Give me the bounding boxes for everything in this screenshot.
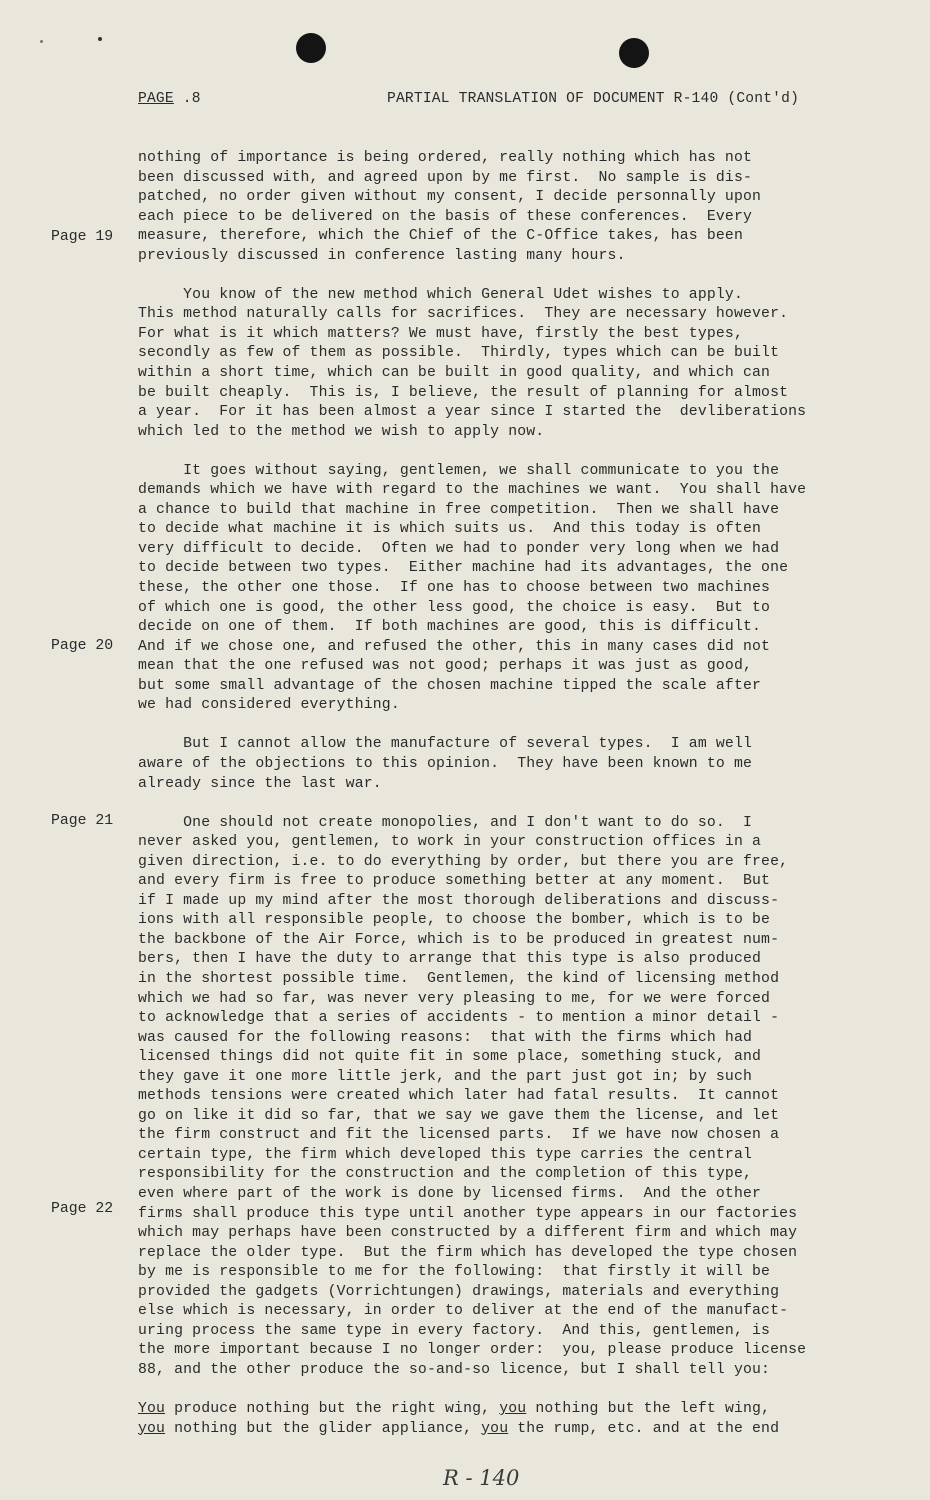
body-line: mean that the one refused was not good; perhaps it was just as good, [138,658,753,675]
body-line: be built cheaply. This is, I believe, the result of planning for almost [138,384,789,401]
page-header [138,89,838,113]
punch-hole-right [619,38,649,68]
body-line: been discussed with, and agreed upon by me first. No sample is dis- [138,169,753,186]
body-line: if I made up my mind after the most thorough deliberations and discuss- [138,892,780,909]
body-line: to decide what machine it is which suits us. And this today is often [138,521,762,538]
body-line: they gave it one more little jerk, and the part just got in; by such [138,1068,753,1085]
body-line: but some small advantage of the chosen machine tipped the scale after [138,677,762,694]
body-line: each piece to be delivered on the basis of these conferences. Every [138,208,753,225]
page-number-label: PAGE .8 [138,91,201,107]
ink-speck [40,40,43,43]
body-line: This method naturally calls for sacrifices. They are necessary however. [138,306,789,323]
body-line: very difficult to decide. Often we had to ponder very long when we had [138,540,780,557]
paragraph-gap [138,266,858,286]
body-line: to decide between two types. Either machine had its advantages, the one [138,560,789,577]
body-line: which may perhaps have been constructed by a different firm and which may [138,1225,798,1242]
body-line: of which one is good, the other less good, the choice is easy. But to [138,599,771,616]
margin-page-19: Page 19 [51,229,114,245]
body-line: a chance to build that machine in free competition. Then we shall have [138,501,780,518]
body-line: You produce nothing but the right wing, you nothing but the left wing, [138,1401,771,1417]
body-line: responsibility for the construction and the completion of this type, [138,1166,753,1183]
body-line: else which is necessary, in order to deliver at the end of the manufact- [138,1303,789,1320]
body-line: You know of the new method which General Udet wishes to apply. [138,286,743,303]
paragraph [138,462,858,716]
body-line: and every firm is free to produce something better at any moment. But [138,873,771,890]
body-line: these, the other one those. If one has to choose between two machines [138,580,771,597]
body-line: go on like it did so far, that we say we gave them the license, and let [138,1107,780,1124]
body-line: certain type, the firm which developed this type carries the central [138,1146,753,1163]
paragraph [138,286,858,442]
body-line: the backbone of the Air Force, which is to be produced in greatest num- [138,931,780,948]
paragraph [138,814,858,1381]
paragraph [138,149,858,266]
body-line: already since the last war. [138,775,382,792]
document-title: PARTIAL TRANSLATION OF DOCUMENT R-140 (Cont'd) [387,91,800,107]
body-line: previously discussed in conference lasting many hours. [138,247,626,264]
body-line: methods tensions were created which later had fatal results. It cannot [138,1088,780,1105]
paragraph-gap [138,794,858,814]
handwritten-document-number: R - 140 [443,1466,520,1490]
body-line: never asked you, gentlemen, to work in your construction offices in a [138,834,762,851]
body-line: replace the older type. But the firm which has developed the type chosen [138,1244,798,1261]
body-line: patched, no order given without my consent, I decide personnally upon [138,189,762,206]
body-line: the more important because I no longer order: you, please produce license [138,1342,807,1359]
body-line: secondly as few of them as possible. Thirdly, types which can be built [138,345,780,362]
body-line: But I cannot allow the manufacture of several types. I am well [138,736,753,753]
margin-page-21: Page 21 [51,813,114,829]
body-line: by me is responsible to me for the following: that firstly it will be [138,1264,771,1281]
body-line: It goes without saying, gentlemen, we shall communicate to you the [138,462,780,479]
body-line: was caused for the following reasons: that with the firms which had [138,1029,753,1046]
body-line: aware of the objections to this opinion. They have been known to me [138,755,753,772]
paragraph [138,735,858,794]
body-line: demands which we have with regard to the machines we want. You shall have [138,482,807,499]
body-line: nothing of importance is being ordered, really nothing which has not [138,150,753,166]
body-line: in the shortest possible time. Gentlemen, the kind of licensing method [138,970,780,987]
body-line: ions with all responsible people, to choose the bomber, which is to be [138,912,771,929]
body-line: we had considered everything. [138,697,400,714]
body-line: within a short time, which can be built in good quality, and which can [138,365,771,382]
margin-page-20: Page 20 [51,638,114,654]
body-line: which we had so far, was never very pleasing to me, for we were forced [138,990,771,1007]
body-line: measure, therefore, which the Chief of the C-Office takes, has been [138,228,743,245]
paragraph-gap [138,1380,858,1400]
body-line: licensed things did not quite fit in some place, something stuck, and [138,1049,762,1066]
paragraphs [138,149,858,1400]
body-line: One should not create monopolies, and I don't want to do so. I [138,814,753,831]
margin-page-22: Page 22 [51,1201,114,1217]
body-line: firms shall produce this type until another type appears in our factories [138,1205,798,1222]
body-line: even where part of the work is done by licensed firms. And the other [138,1185,762,1202]
body-text [138,149,858,1439]
body-line: given direction, i.e. to do everything by order, but there you are free, [138,853,789,870]
body-line: 88, and the other produce the so-and-so licence, but I shall tell you: [138,1361,771,1378]
paragraph-gap [138,716,858,736]
body-line: uring process the same type in every factory. And this, gentlemen, is [138,1322,771,1339]
paragraph-gap [138,442,858,462]
body-line: decide on one of them. If both machines are good, this is difficult. [138,619,762,636]
body-line: the firm construct and fit the licensed parts. If we have now chosen a [138,1127,780,1144]
body-line: provided the gadgets (Vorrichtungen) drawings, materials and everything [138,1283,780,1300]
punch-hole-left [296,33,326,63]
body-line: to acknowledge that a series of accidents - to mention a minor detail - [138,1010,780,1027]
body-line: a year. For it has been almost a year since I started the devliberations [138,404,807,421]
body-line: For what is it which matters? We must have, firstly the best types, [138,325,743,342]
ink-speck [98,37,102,41]
body-line: which led to the method we wish to apply now. [138,423,545,440]
body-line: you nothing but the glider appliance, you the rump, etc. and at the end [138,1420,780,1437]
body-line: bers, then I have the duty to arrange that this type is also produced [138,951,762,968]
body-line: And if we chose one, and refused the other, this in many cases did not [138,638,771,655]
